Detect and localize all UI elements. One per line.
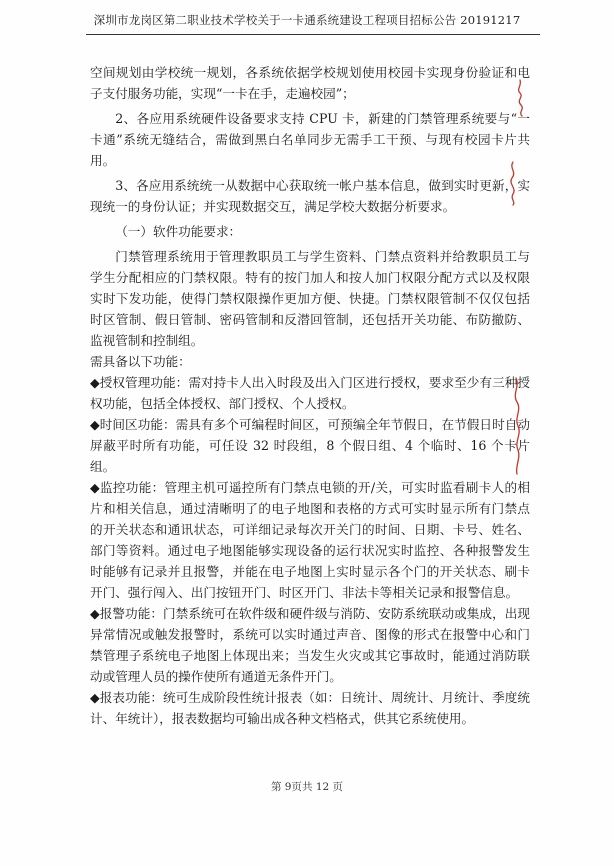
report-function-item: ◆报表功能：统可生成阶段性统计报表（如：日统计、周统计、月统计、季度统计、年统计），报表数据均可输出成各种文档格式，供其它系统使用。 xyxy=(90,690,530,726)
time-zone-function-item: ◆时间区功能：需具有多个可编程时间区，可预编全年节假日，在节假日时自动屏蔽平时所有功能，可任设 32 时段组，8 个假日组、4 个临时、16 个卡片组。 xyxy=(90,417,530,474)
page-header: 深圳市龙岗区第二职业技术学校关于一卡通系统建设工程项目招标公告 20191217 xyxy=(93,13,521,27)
required-functions-heading: 需具备以下功能： xyxy=(90,354,191,369)
monitoring-function-item: ◆监控功能：管理主机可遥控所有门禁点电锁的开/关，可实时监看刷卡人的相片和相关信息，通过清晰明了的电子地图和表格的方式可实时显示所有门禁点的开关状态和通讯状态，可详细记录每次开关门的时间、日期、卡号、姓名、部门等资料。通过电子地图能够实现设备的运行状况实时监控、各种报警发生时能够有记录并且报警，并能在电子地图上实时显示各个门的开关状态、刷卡开门、强行闯入、出门按钮开门、时区开门、非法卡等相关记录和报警信息。 xyxy=(90,480,530,600)
page-number: 第 9页共 12 页 xyxy=(270,781,344,793)
authorization-function-item: ◆授权管理功能：需对持卡人出入时段及出入门区进行授权，要求至少有三种授权功能，包括全体授权、部门授权、个人授权。 xyxy=(90,375,530,411)
requirement-item-3: 3、各应用系统统一从数据中心获取统一帐户基本信息，做到实时更新，实现统一的身份认证；并实现数据交互，满足学校大数据分析要求。 xyxy=(90,178,530,214)
alarm-function-item: ◆报警功能：门禁系统可在软件级和硬件级与消防、安防系统联动或集成，出现异常情况或触发报警时，系统可以实时通过声音、图像的形式在报警中心和门禁管理子系统电子地图上体现出来；当发生火灾或其它事故时，能通过消防联动或管理人员的操作使所有通道无条件开门。 xyxy=(90,606,530,684)
header-divider xyxy=(86,34,540,35)
software-requirements-heading: （一）软件功能要求： xyxy=(115,224,242,239)
intro-paragraph: 空间规划由学校统一规划，各系统依据学校规划使用校园卡实现身份验证和电子支付服务功能，实现“一卡在手，走遍校园”； xyxy=(90,65,530,101)
access-control-paragraph: 门禁管理系统用于管理教职员工与学生资料、门禁点资料并给教职员工与学生分配相应的门禁权限。特有的按门加人和按人加门权限分配方式以及权限实时下发功能，使得门禁权限操作更加方便、快捷。门禁权限管制不仅仅包括时区管制、假日管制、密码管制和反潜回管制，还包括开关功能、布防撤防、监视管制和控制组。 xyxy=(90,249,530,348)
requirement-item-2: 2、各应用系统硬件设备要求支持 CPU 卡，新建的门禁管理系统要与“一卡通”系统无缝结合，需做到黑白名单同步无需手工干预、与现有校园卡片共用。 xyxy=(90,111,530,168)
document-body xyxy=(90,62,530,729)
